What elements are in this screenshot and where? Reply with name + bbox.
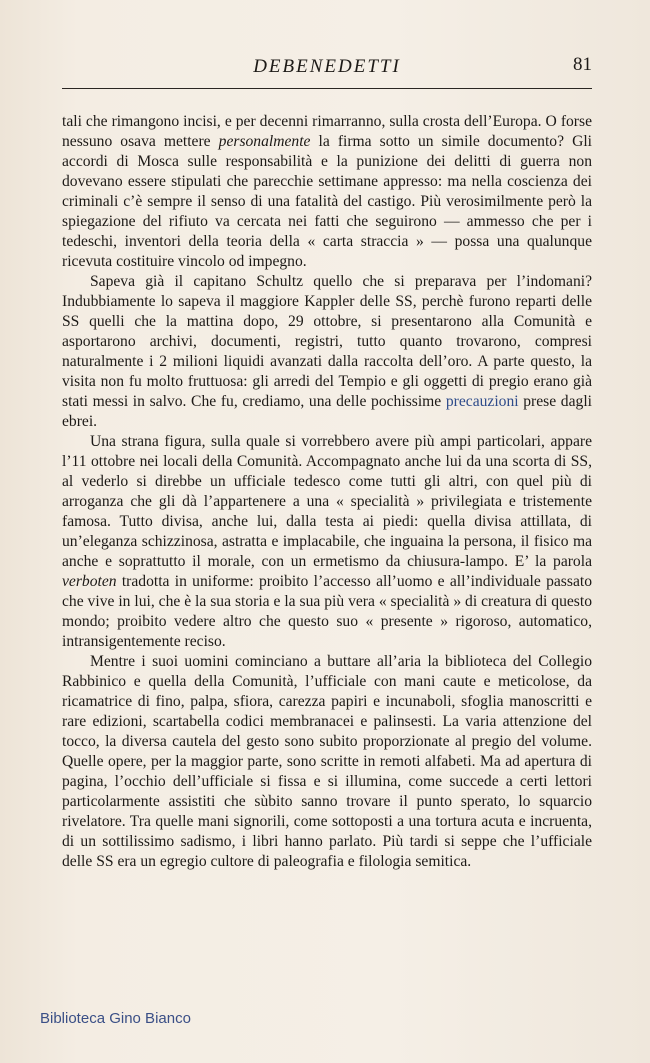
text-run: tali che rimangono incisi, e per decenni rimarranno, sulla crosta dell’Europa. O forse nessuno osava mettere <box>62 113 592 150</box>
italic-text: personalmente <box>218 133 311 150</box>
header-rule <box>62 88 592 89</box>
paragraph <box>62 432 592 652</box>
text-run: Una strana figura, sulla quale si vorrebbero avere più ampi particolari, appare l’11 ottobre nei locali della Comunità. Accompagnato anche lui da una scorta di SS, al vederlo si direbbe un ufficiale tedesco come tutti gli altri, con quel più di arroganza che gli dà l’appartenere a una « specialità » privilegiata e tristemente famosa. Tutto divisa, anche lui, dalla testa ai piedi: quella divisa attillata, di un’eleganza schizzinosa, astratta e implacabile, che inguaina la persona, il fisico ma anche e soprattutto il morale, con un ermetismo da chiusura-lampo. E’ la parola <box>62 433 592 570</box>
text-run: Sapeva già il capitano Schultz quello che si preparava per l’indomani? Indubbiamente lo sapeva il maggiore Kappler delle SS, perchè furono reparti delle SS quelli che la mattina dopo, 29 ottobre, si presentarono alla Comunità e asportarono archivi, documenti, registri, tutto quanto trovarono, compresi naturalmente i 2 milioni liquidi avanzati dalla raccolta dell’oro. A parte questo, la visita non fu molto fruttuosa: gli arredi del Tempio e gli oggetti di pregio erano già stati messi in salvo. Che fu, crediamo, una delle pochissime <box>62 273 592 410</box>
paragraph <box>62 112 592 272</box>
text-run: prese dagli ebrei. <box>62 393 592 430</box>
library-watermark: Biblioteca Gino Bianco <box>40 1010 191 1027</box>
text-run: tradotta in uniforme: proibito l’accesso all’uomo e all’individuale passato che vive in lui, che è la sua storia e la sua più vera « specialità » di creatura di questo mondo; proibito vedere altro che questo suo « presente » rigoroso, automatico, intransigentemente reciso. <box>62 573 592 650</box>
paragraph <box>62 272 592 432</box>
italic-text: verboten <box>62 573 117 590</box>
highlighted-word: precauzioni <box>445 393 519 410</box>
running-title: DEBENEDETTI <box>253 56 401 77</box>
text-run: la firma sotto un simile documento? Gli accordi di Mosca sulle responsabilità e la punizione dei delitti di guerra non dovevano essere stipulati che parecchie settimane appresso: ma nella coscienza dei criminali c’è sempre il senso di una fatalità del castigo. Più verosimilmente però la spiegazione del rifiuto va cercata nei fatti che seguirono — ammesso che per i tedeschi, inventori della teoria della « carta straccia » — possa una qualunque ricevuta costituire vincolo od impegno. <box>62 133 592 270</box>
paragraph <box>62 652 592 872</box>
page-number: 81 <box>573 54 592 75</box>
body-text <box>62 112 592 872</box>
text-run: Mentre i suoi uomini cominciano a buttare all’aria la biblioteca del Collegio Rabbinico e quella della Comunità, l’ufficiale con mani caute e meticolose, da ricamatrice di fino, palpa, sfiora, carezza papiri e incunaboli, sfoglia manoscritti e rare edizioni, scartabella codici membranacei e palinsesti. La varia attenzione del tocco, la diversa cautela del gesto sono subito proporzionate al pregio del volume. Quelle opere, per la maggior parte, sono scritte in remoti alfabeti. Ma ad apertura di pagina, l’occhio dell’ufficiale si fissa e si illumina, come succede a certi lettori particolarmente assistiti che sùbito sanno trovare il punto sperato, lo squarcio rivelatore. Tra quelle mani signorili, come sottoposti a una tortura acuta e incruenta, di un sottilissimo sadismo, i libri hanno parlato. Più tardi si seppe che l’ufficiale delle SS era un egregio cultore di paleografia e filologia semitica. <box>62 653 592 870</box>
running-head <box>62 52 592 82</box>
